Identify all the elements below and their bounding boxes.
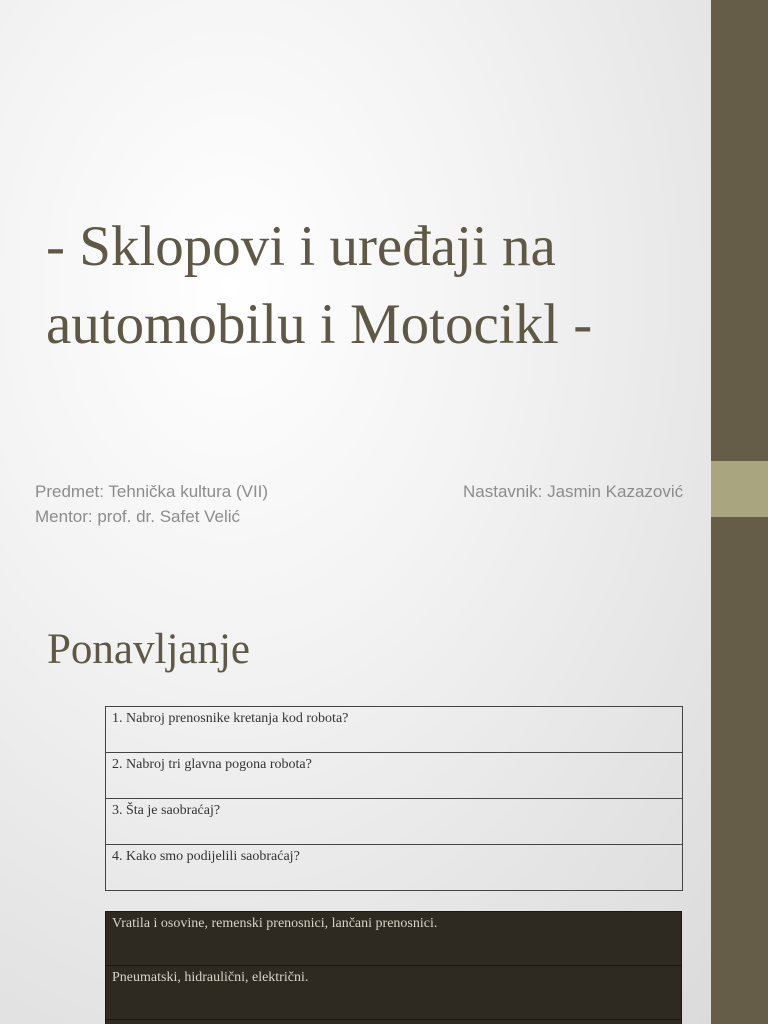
slide-title: - Sklopovi i uređaji na automobilu i Motocikl - <box>46 215 593 356</box>
subject-line: Predmet: Tehnička kultura (VII) <box>35 482 269 501</box>
question-cell: 1. Nabroj prenosnike kretanja kod robota? <box>106 707 683 753</box>
table-row <box>106 799 683 845</box>
answer-cell: Pneumatski, hidraulični, električni. <box>106 966 682 1020</box>
table-row <box>106 845 683 891</box>
questions-table <box>105 706 683 891</box>
question-cell: 4. Kako smo podijelili saobraćaj? <box>106 845 683 891</box>
side-bar-accent <box>711 461 768 517</box>
answers-table <box>105 911 682 1024</box>
subtitle-left <box>35 479 268 529</box>
answer-cell <box>106 1020 682 1024</box>
section-heading: Ponavljanje <box>47 626 251 673</box>
answer-cell: Vratila i osovine, remenski prenosnici, lančani prenosnici. <box>106 912 682 966</box>
table-row <box>106 753 683 799</box>
table-row <box>106 1020 682 1024</box>
teacher-line: Nastavnik: Jasmin Kazazović <box>463 482 684 501</box>
table-row <box>106 966 682 1020</box>
question-cell: 3. Šta je saobraćaj? <box>106 799 683 845</box>
mentor-line: Mentor: prof. dr. Safet Velić <box>35 507 241 526</box>
table-row <box>106 912 682 966</box>
table-row <box>106 707 683 753</box>
question-cell: 2. Nabroj tri glavna pogona robota? <box>106 753 683 799</box>
